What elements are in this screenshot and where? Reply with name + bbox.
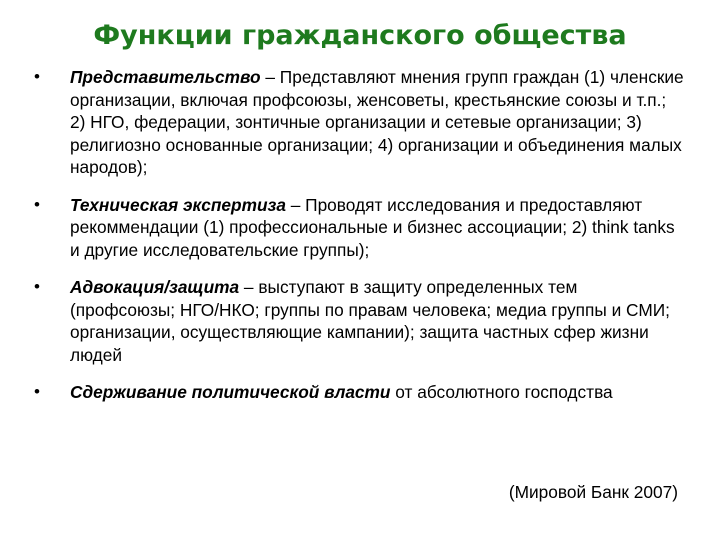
bullet-item-representation	[34, 66, 684, 179]
bullet-term: Представительство	[70, 67, 261, 87]
bullet-term: Сдерживание политической власти	[70, 382, 391, 402]
bullet-marker: •	[34, 382, 40, 401]
bullet-marker: •	[34, 194, 40, 214]
bullet-text: – выступают в защиту определенных тем (профсоюзы; НГО/НКО; группы по правам человека; медиа группы и СМИ; организации, осуществляющие кампании); защита частных сфер жизни людей	[70, 277, 670, 365]
bullet-item-expertise	[34, 194, 684, 262]
bullet-list	[34, 66, 684, 419]
bullet-text: – Представляют мнения групп граждан (1) членские организации, включая профсоюзы, женсоветы, крестьянские союзы и т.п.; 2) НГО, федерации, зонтичные организации и сетевые организации; 3) религиозно основанные организации; 4) организации и объединения малых народов);	[70, 67, 684, 177]
slide-title: Функции гражданского общества	[93, 20, 627, 51]
bullet-term: Адвокация/защита	[70, 277, 240, 297]
bullet-item-advocacy	[34, 276, 684, 366]
bullet-term: Техническая экспертиза	[70, 194, 286, 215]
bullet-text: – Проводят исследования и предоставляют рекоммендации (1) профессиональные и бизнес ассоциации; 2) think tanks и другие исследовательские группы);	[70, 194, 675, 260]
bullet-item-restraint	[34, 381, 684, 404]
source-citation: (Мировой Банк 2007)	[508, 482, 678, 502]
bullet-marker: •	[34, 67, 40, 86]
bullet-text: от абсолютного господства	[390, 382, 613, 402]
bullet-marker: •	[34, 277, 40, 296]
